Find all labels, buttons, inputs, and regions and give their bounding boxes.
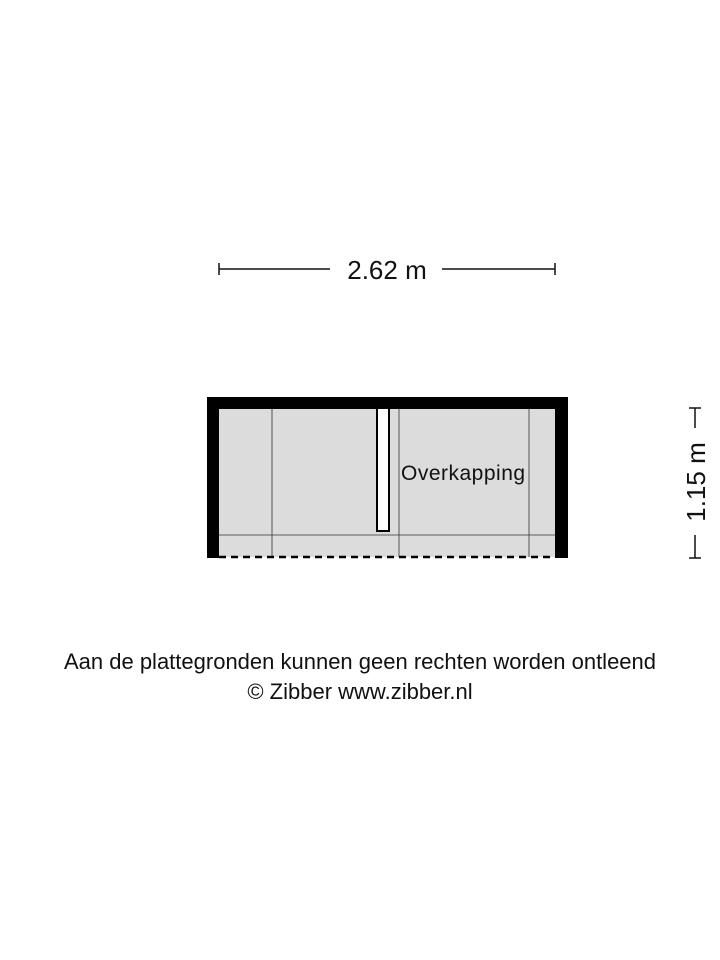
column-post	[377, 408, 389, 531]
disclaimer-text: Aan de plattegronden kunnen geen rechten worden ontleend	[63, 649, 657, 674]
width-dimension	[219, 255, 555, 285]
copyright-text: © Zibber www.zibber.nl	[247, 679, 473, 704]
wall-left	[207, 397, 219, 558]
height-dimension	[681, 408, 711, 558]
room-label: Overkapping	[401, 462, 526, 485]
height-dimension-label: 1.15 m	[681, 442, 711, 522]
width-dimension-label: 2.62 m	[347, 255, 427, 285]
wall-right	[555, 397, 568, 558]
